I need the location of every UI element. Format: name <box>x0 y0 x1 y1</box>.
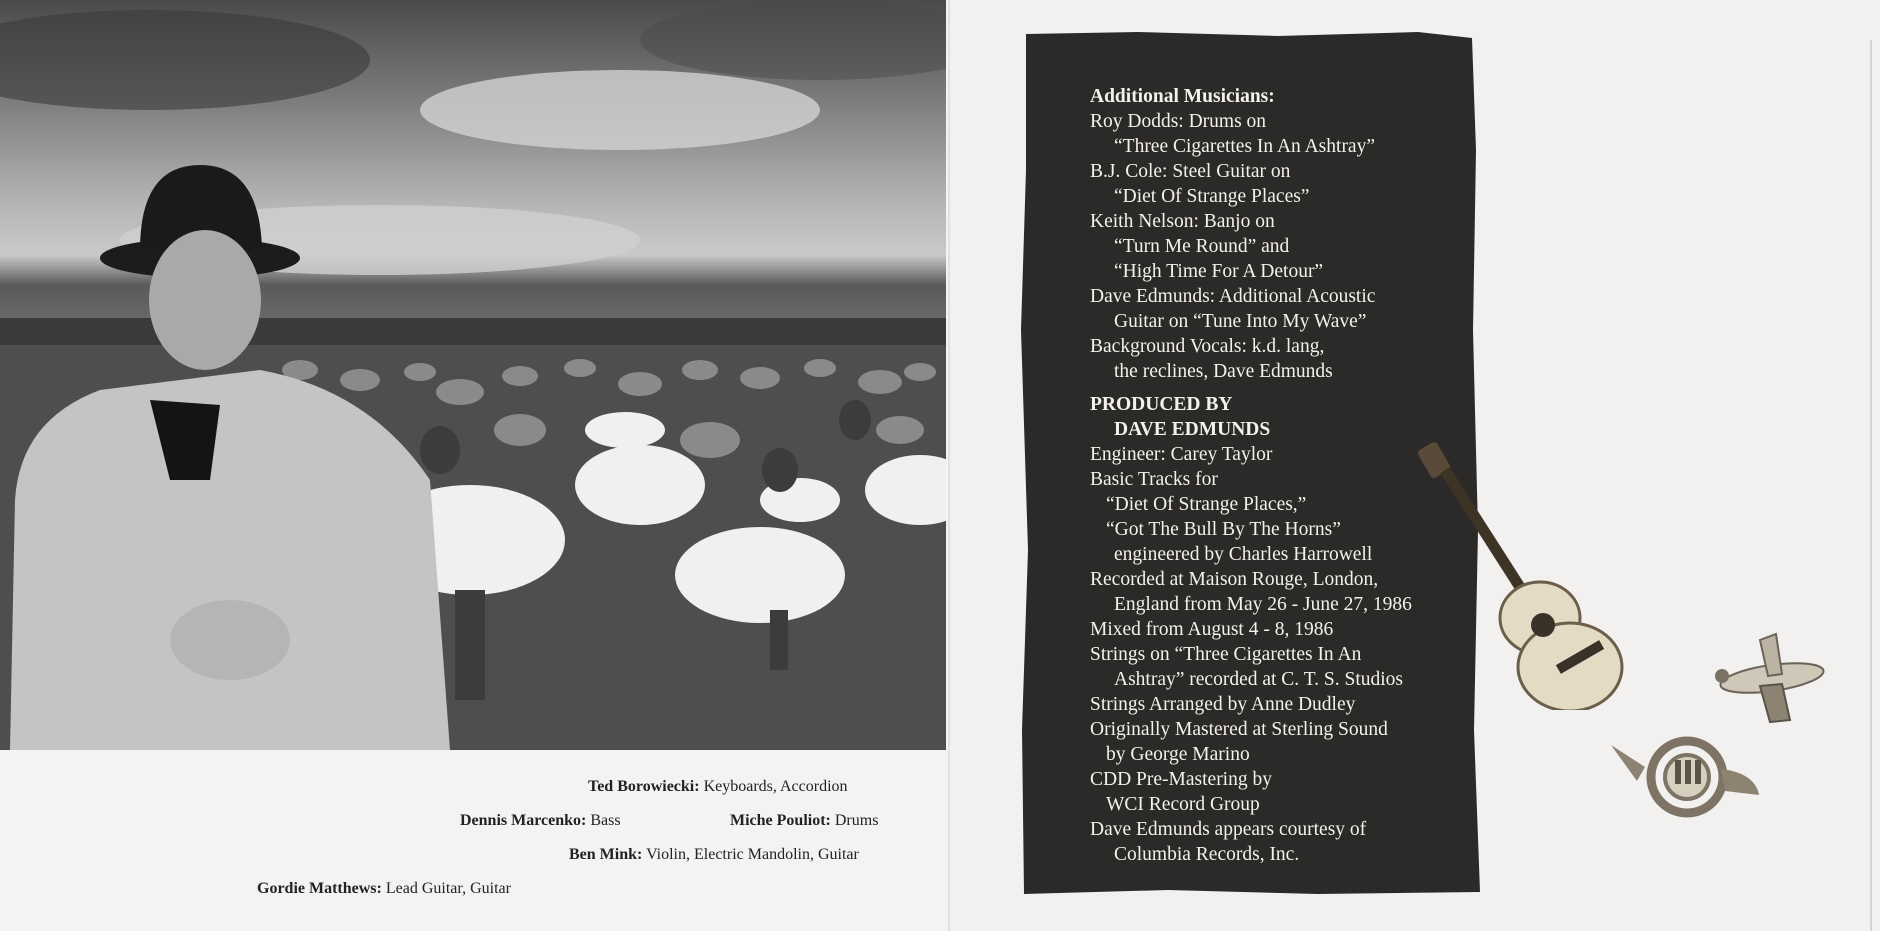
liner-line: Ashtray” recorded at C. T. S. Studios <box>1114 669 1404 690</box>
liner-line: Strings on “Three Cigarettes In An <box>1090 644 1362 665</box>
liner-line: by George Marino <box>1106 744 1250 765</box>
credit-role: Bass <box>590 812 621 829</box>
liner-line: Engineer: Carey Taylor <box>1090 444 1273 465</box>
credit-name: Ben Mink: <box>569 846 643 863</box>
liner-line: WCI Record Group <box>1106 794 1260 815</box>
liner-line: “Three Cigarettes In An Ashtray” <box>1114 136 1375 157</box>
credit-name: Ted Borowiecki: <box>588 778 700 795</box>
liner-line: “Got The Bull By The Horns” <box>1106 519 1341 540</box>
field-scene-illustration <box>0 0 946 750</box>
liner-notes-text <box>1090 84 1470 867</box>
liner-line: Keith Nelson: Banjo on <box>1090 211 1275 232</box>
producer-name-heading: DAVE EDMUNDS <box>1114 419 1271 440</box>
credit-gordie <box>257 880 511 898</box>
credit-dennis <box>460 812 621 830</box>
credit-role: Keyboards, Accordion <box>703 778 848 795</box>
liner-line: Background Vocals: k.d. lang, <box>1090 336 1325 357</box>
liner-line: Originally Mastered at Sterling Sound <box>1090 719 1388 740</box>
liner-line: Mixed from August 4 - 8, 1986 <box>1090 619 1334 640</box>
liner-line: “Diet Of Strange Places” <box>1114 186 1310 207</box>
liner-line: Guitar on “Tune Into My Wave” <box>1114 311 1367 332</box>
liner-line: Roy Dodds: Drums on <box>1090 111 1267 132</box>
liner-line: “Diet Of Strange Places,” <box>1106 494 1307 515</box>
french-horn-charm-icon <box>1605 725 1765 825</box>
credit-name: Gordie Matthews: <box>257 880 382 897</box>
band-credits <box>0 760 948 931</box>
credit-name: Dennis Marcenko: <box>460 812 587 829</box>
page-edge <box>1870 40 1872 931</box>
liner-line: Basic Tracks for <box>1090 469 1218 490</box>
produced-by-heading: PRODUCED BY <box>1090 394 1233 415</box>
band-photo <box>0 0 946 750</box>
liner-line: the reclines, Dave Edmunds <box>1114 361 1333 382</box>
credit-role: Violin, Electric Mandolin, Guitar <box>646 846 859 863</box>
liner-line: engineered by Charles Harrowell <box>1114 544 1373 565</box>
liner-line: Strings Arranged by Anne Dudley <box>1090 694 1356 715</box>
guitar-charm-icon <box>1415 430 1630 710</box>
liner-line: “Turn Me Round” and <box>1114 236 1290 257</box>
credit-miche <box>730 812 878 830</box>
liner-line: Dave Edmunds: Additional Acoustic <box>1090 286 1376 307</box>
credit-role: Drums <box>834 812 879 829</box>
credit-role: Lead Guitar, Guitar <box>385 880 511 897</box>
airplane-charm-icon <box>1710 630 1835 730</box>
liner-line: CDD Pre-Mastering by <box>1090 769 1272 790</box>
credit-ben <box>569 846 859 864</box>
liner-line: England from May 26 - June 27, 1986 <box>1114 594 1412 615</box>
liner-line: “High Time For A Detour” <box>1114 261 1324 282</box>
liner-line: Columbia Records, Inc. <box>1114 844 1300 865</box>
additional-musicians-heading: Additional Musicians: <box>1090 86 1275 107</box>
liner-notes-panel <box>1018 30 1480 896</box>
credit-ted <box>588 778 848 796</box>
liner-line: B.J. Cole: Steel Guitar on <box>1090 161 1291 182</box>
credit-name: Miche Pouliot: <box>730 812 831 829</box>
liner-line: Dave Edmunds appears courtesy of <box>1090 819 1367 840</box>
liner-line: Recorded at Maison Rouge, London, <box>1090 569 1379 590</box>
